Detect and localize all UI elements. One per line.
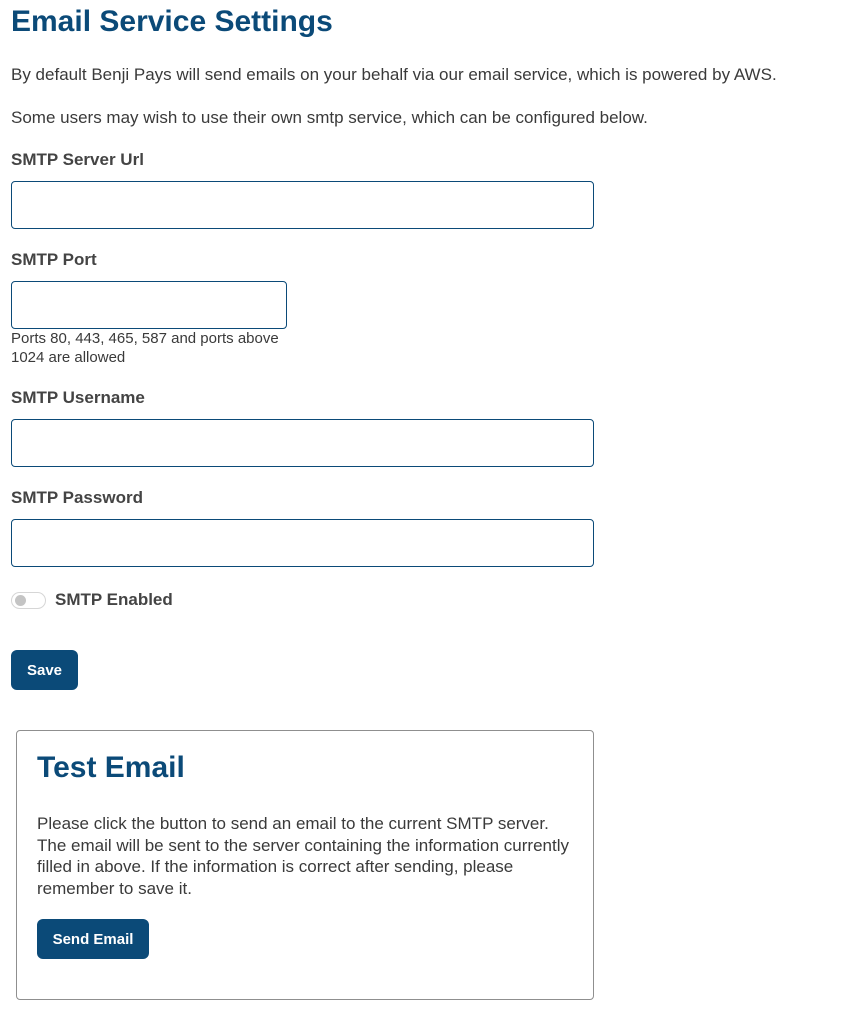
test-email-description: Please click the button to send an email to the current SMTP server. The email will be sent to the server containing the information currently filled in above. If the information is correct after sending, please remember to save it. xyxy=(37,814,569,899)
save-button[interactable]: Save xyxy=(11,650,78,690)
smtp-password-label: SMTP Password xyxy=(11,488,143,507)
smtp-port-input[interactable] xyxy=(11,281,287,329)
test-email-title: Test Email xyxy=(37,751,185,784)
smtp-username-input[interactable] xyxy=(11,419,594,467)
test-email-card xyxy=(16,730,594,1000)
smtp-server-url-label: SMTP Server Url xyxy=(11,150,144,169)
intro-smtp-text: Some users may wish to use their own smtp service, which can be configured below. xyxy=(11,108,648,127)
smtp-enabled-row xyxy=(11,588,173,612)
smtp-port-label: SMTP Port xyxy=(11,250,97,269)
smtp-username-label: SMTP Username xyxy=(11,388,145,407)
smtp-password-input[interactable] xyxy=(11,519,594,567)
intro-default-text: By default Benji Pays will send emails on your behalf via our email service, which is powered by AWS. xyxy=(11,65,777,84)
send-email-button[interactable]: Send Email xyxy=(37,919,149,959)
toggle-knob xyxy=(15,595,26,606)
smtp-enabled-toggle[interactable] xyxy=(11,592,46,609)
smtp-enabled-label: SMTP Enabled xyxy=(55,590,173,609)
page-title: Email Service Settings xyxy=(11,5,333,38)
smtp-port-hint: Ports 80, 443, 465, 587 and ports above 1024 are allowed xyxy=(11,330,279,366)
smtp-server-url-input[interactable] xyxy=(11,181,594,229)
